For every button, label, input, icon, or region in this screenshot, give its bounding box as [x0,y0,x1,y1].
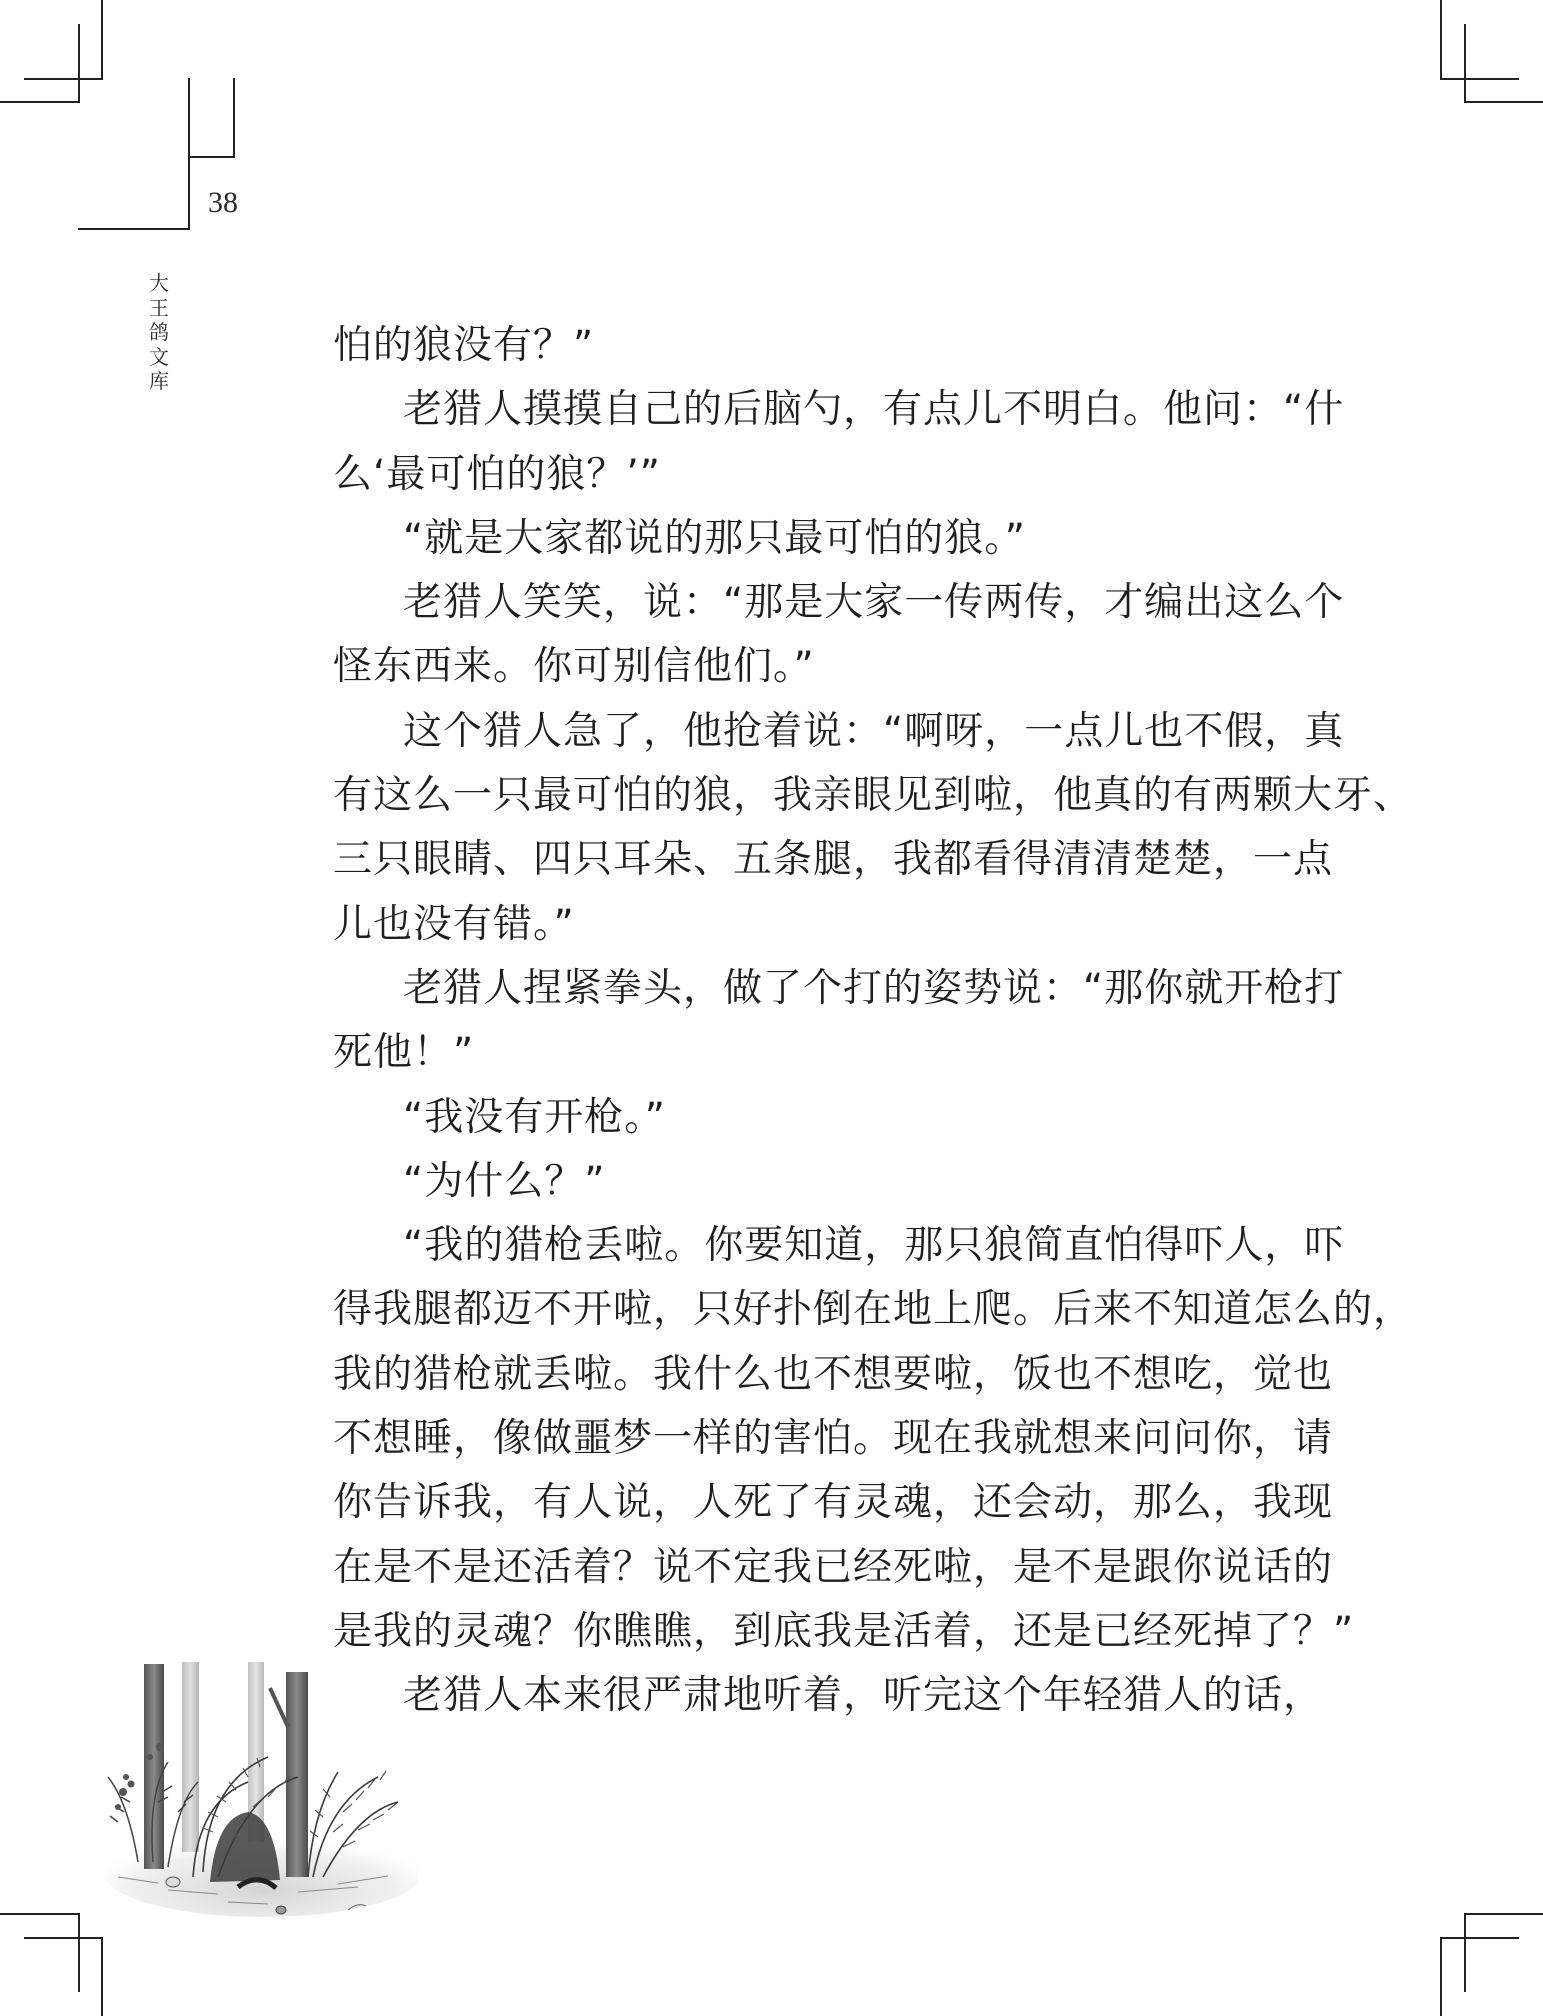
text-line: 得我腿都迈不开啦，只好扑倒在地上爬。后来不知道怎么的， [333,1287,1414,1333]
text-line: 怕的狼没有？” [333,323,595,368]
crop-mark-line [24,1937,103,1939]
text-line: 我的猎枪就丢啦。我什么也不想要啦，饭也不想吃，觉也 [333,1351,1334,1397]
crop-mark-line [1464,1913,1466,1992]
series-title-char: 文 [149,344,169,369]
forest-sketch-icon [98,1652,418,1922]
text-line: “为什么？” [403,1158,606,1204]
crop-mark-line [78,1913,80,1992]
crop-mark-line [1464,1913,1543,1915]
text-line: 在是不是还活着？说不定我已经死啦，是不是跟你说话的 [333,1544,1334,1590]
crop-mark-line [0,101,80,103]
series-title-vertical [147,271,171,394]
bracket-line [188,156,235,158]
crop-mark-line [101,0,103,79]
text-line: 老猎人笑笑，说：“那是大家一传两传，才编出这么个 [403,580,1345,626]
text-line: 不想睡，像做噩梦一样的害怕。现在我就想来问问你，请 [333,1416,1334,1462]
forest-illustration [98,1652,418,1922]
crop-mark-line [0,1913,80,1915]
series-title-char: 王 [149,295,169,320]
series-title-char: 大 [149,271,169,295]
bracket-line [78,228,190,230]
text-line: 么‘最可怕的狼？’” [333,451,661,497]
series-title-char: 库 [149,369,169,393]
text-line: 死他！” [333,1030,475,1076]
text-line: 老猎人摸摸自己的后脑勺，有点儿不明白。他问：“什 [403,387,1345,433]
bracket-line [188,78,190,230]
series-title-char: 鸽 [149,320,169,344]
crop-mark-line [1440,0,1442,79]
text-line: “我的猎枪丢啦。你要知道，那只狼简直怕得吓人，吓 [403,1223,1345,1269]
text-line: 老猎人本来很严肃地听着，听完这个年轻猎人的话， [403,1673,1324,1719]
text-line: 你告诉我，有人说，人死了有灵魂，还会动，那么，我现 [333,1480,1334,1526]
crop-mark-line [1440,1937,1519,1939]
crop-mark-line [1440,78,1519,80]
body-text [333,314,1414,1729]
crop-mark-line [78,24,80,103]
text-line: 老猎人捏紧拳头，做了个打的姿势说：“那你就开枪打 [403,965,1345,1011]
text-line: 是我的灵魂？你瞧瞧，到底我是活着，还是已经死掉了？” [333,1608,1355,1654]
crop-mark-line [1440,1937,1442,2016]
text-line: “就是大家都说的那只最可怕的狼。” [403,515,1026,561]
text-line: 有这么一只最可怕的狼，我亲眼见到啦，他真的有两颗大牙、 [333,773,1414,819]
bracket-line [233,78,235,158]
crop-mark-line [1464,101,1543,103]
page-number: 38 [208,186,238,219]
crop-mark-line [101,1937,103,2016]
text-line: 怪东西来。你可别信他们。” [333,644,815,690]
text-line: 三只眼睛、四只耳朵、五条腿，我都看得清清楚楚，一点 [333,837,1334,883]
text-line: 这个猎人急了，他抢着说：“啊呀，一点儿也不假，真 [403,708,1345,754]
text-line: 儿也没有错。” [333,901,575,947]
crop-mark-line [1464,24,1466,103]
crop-mark-line [24,78,103,80]
text-line: “我没有开枪。” [403,1094,666,1140]
